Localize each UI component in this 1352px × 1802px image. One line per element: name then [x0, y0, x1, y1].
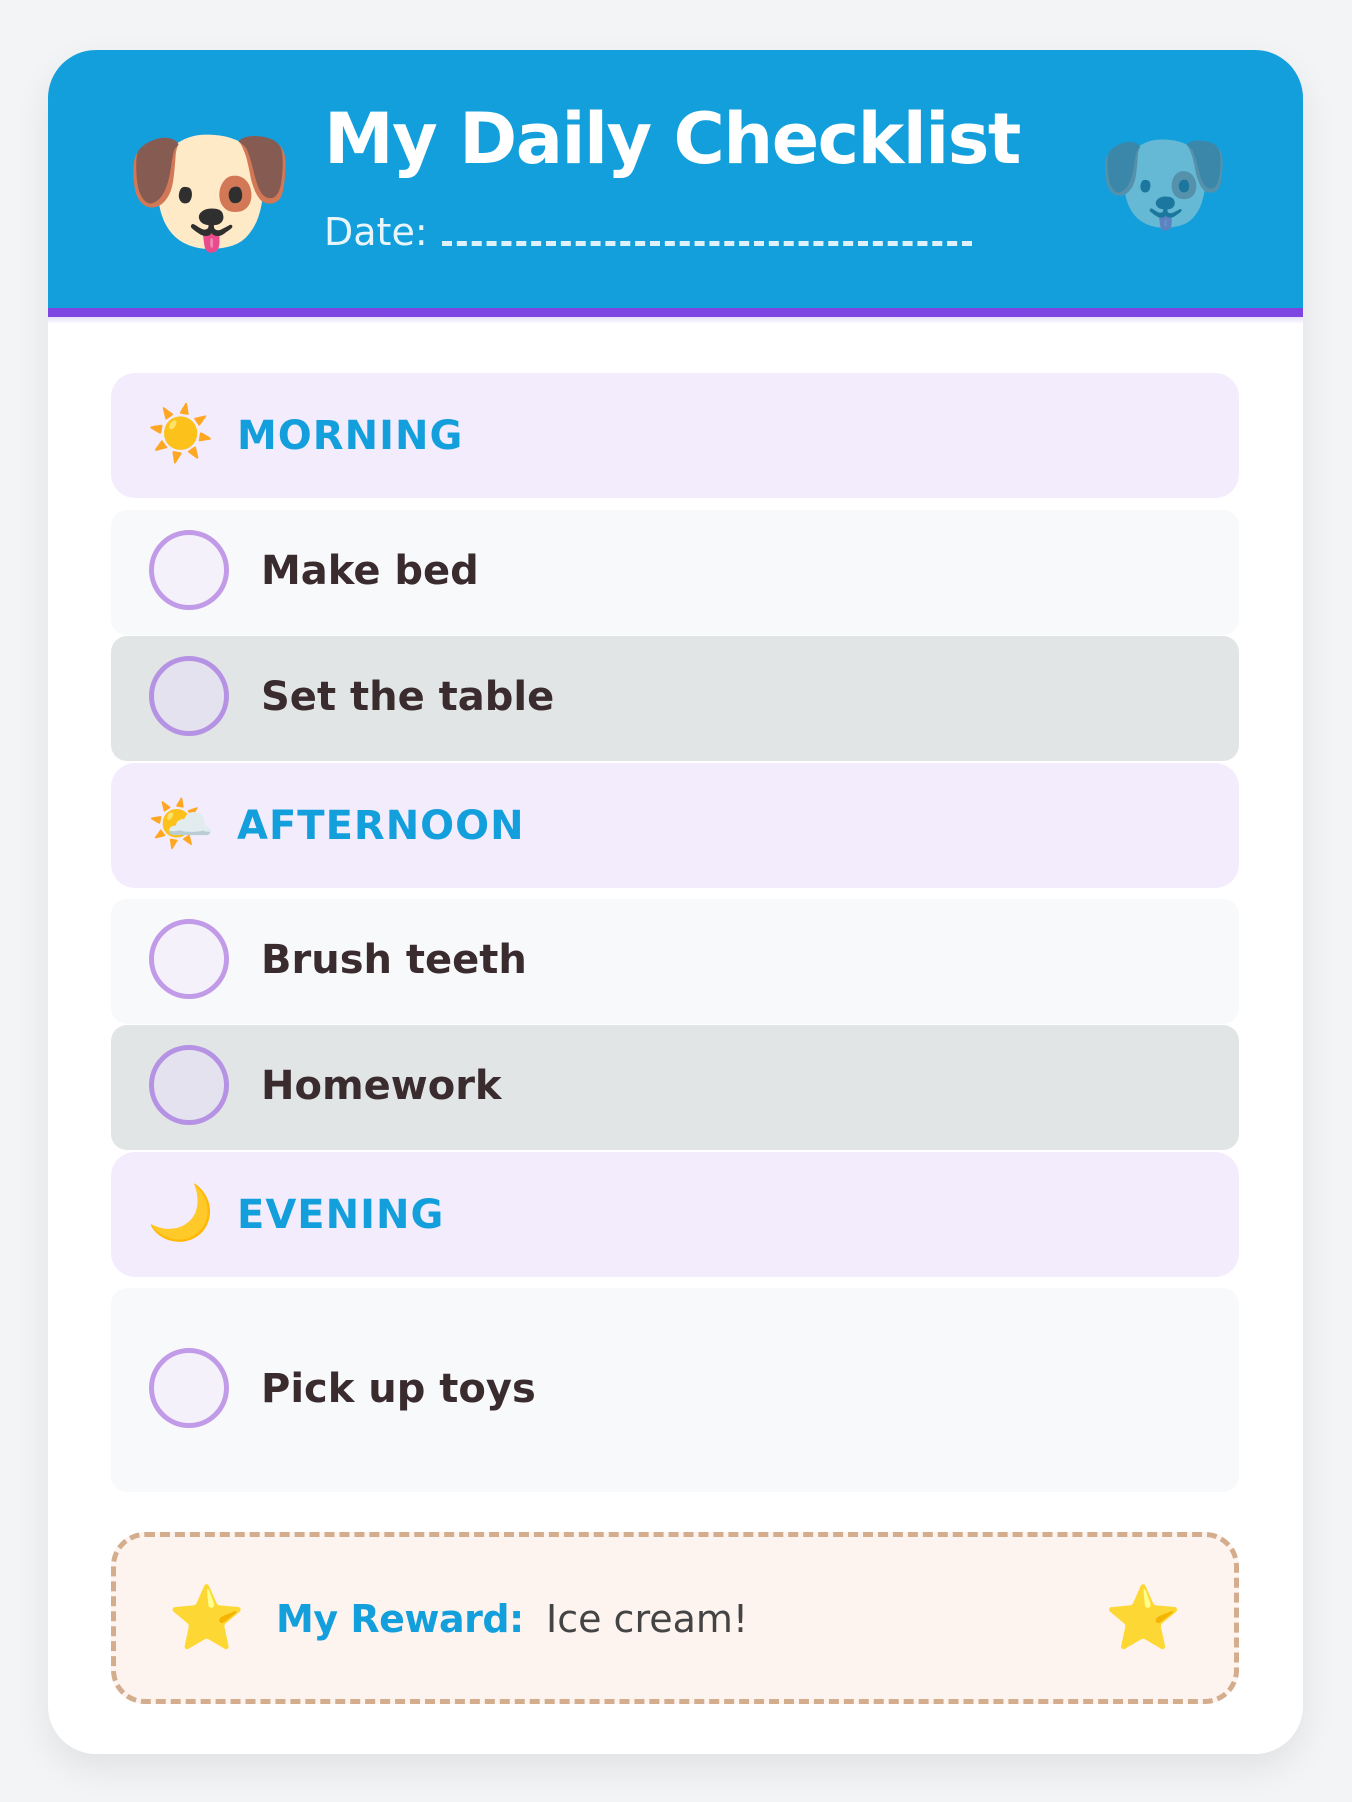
header-divider-glow: [48, 317, 1303, 324]
star-icon: ⭐: [1104, 1581, 1182, 1654]
task-label: Homework: [261, 1063, 502, 1109]
task-row-make-bed[interactable]: [111, 510, 1239, 635]
checklist-card: [48, 50, 1303, 1754]
page-title: My Daily Checklist: [324, 98, 1020, 180]
crescent-moon-icon: 🌙: [147, 1181, 215, 1244]
section-label: AFTERNOON: [237, 803, 525, 849]
date-label: Date:: [324, 210, 428, 254]
section-header-afternoon: [111, 763, 1239, 888]
task-row-brush-teeth[interactable]: [111, 899, 1239, 1024]
task-checkbox[interactable]: [149, 1348, 229, 1428]
date-field[interactable]: [324, 210, 972, 254]
task-label: Make bed: [261, 548, 479, 594]
sun-behind-cloud-icon: 🌤️: [147, 792, 215, 855]
dog-icon: 🐶: [122, 110, 297, 273]
section-label: EVENING: [237, 1192, 445, 1238]
task-row-homework[interactable]: [111, 1025, 1239, 1150]
reward-value[interactable]: Ice cream!: [546, 1597, 749, 1641]
dog-watermark-icon: 🐶: [1096, 121, 1231, 246]
section-header-evening: [111, 1152, 1239, 1277]
task-checkbox[interactable]: [149, 656, 229, 736]
task-row-pick-up-toys[interactable]: [111, 1288, 1239, 1492]
date-blank-line[interactable]: [442, 241, 972, 246]
header-banner: [48, 50, 1303, 308]
reward-box: [111, 1532, 1239, 1704]
section-header-morning: [111, 373, 1239, 498]
sun-icon: ☀️: [147, 402, 215, 465]
star-icon: ⭐: [168, 1581, 246, 1654]
task-label: Pick up toys: [261, 1366, 536, 1412]
task-checkbox[interactable]: [149, 1045, 229, 1125]
header-divider: [48, 308, 1303, 317]
task-checkbox[interactable]: [149, 530, 229, 610]
reward-label: My Reward:: [276, 1597, 524, 1641]
task-label: Brush teeth: [261, 937, 527, 983]
section-label: MORNING: [237, 413, 464, 459]
task-row-set-the-table[interactable]: [111, 636, 1239, 761]
task-label: Set the table: [261, 674, 555, 720]
task-checkbox[interactable]: [149, 919, 229, 999]
